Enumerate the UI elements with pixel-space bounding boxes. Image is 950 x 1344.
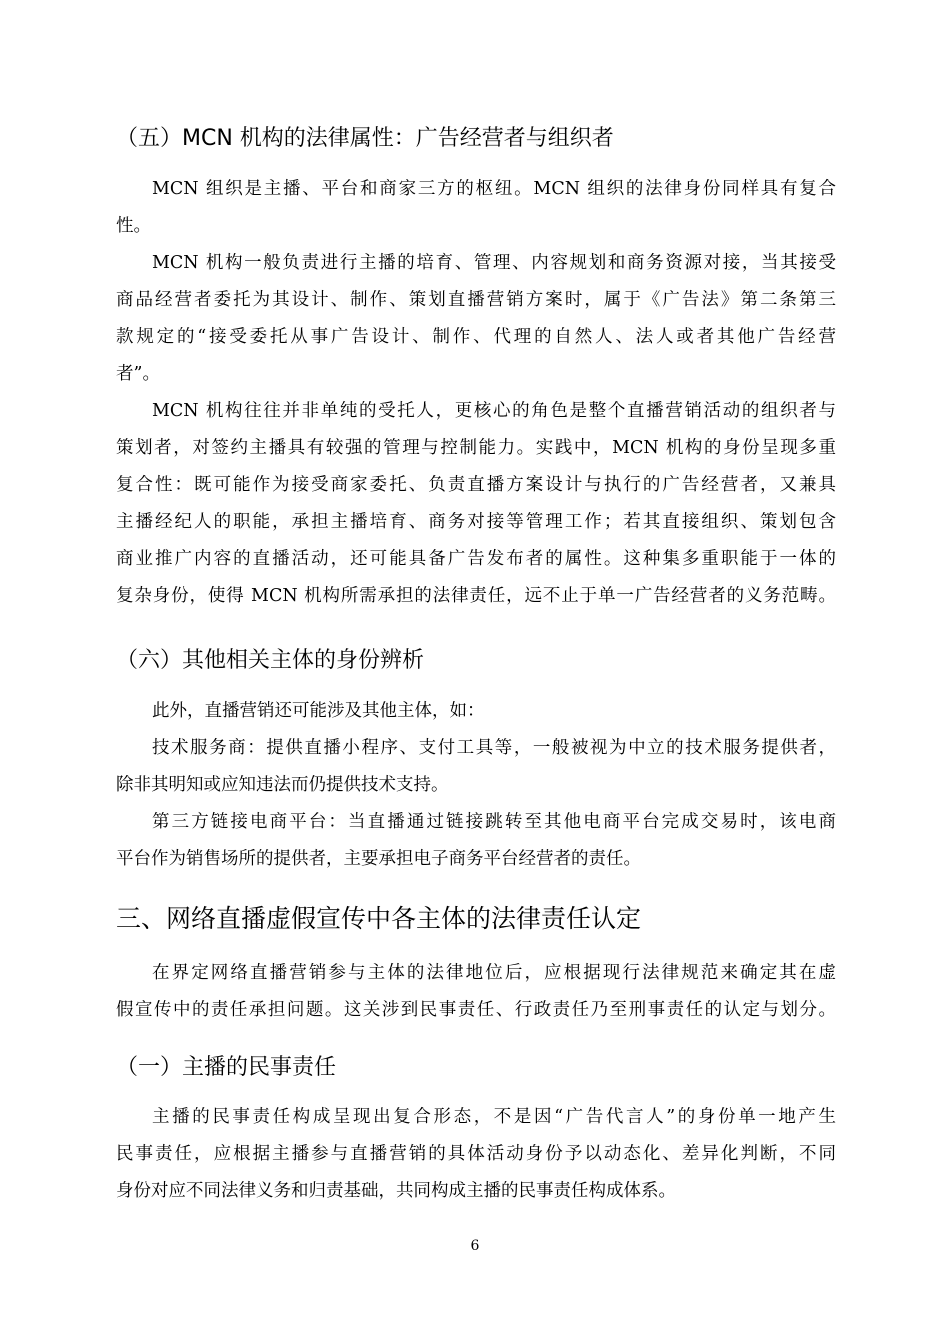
- paragraph-line: 商品经营者委托为其设计、制作、策划直播营销方案时，属于《广告法》第二条第三: [116, 290, 836, 310]
- paragraph-line: 性。: [116, 216, 151, 236]
- paragraph-mcn-role: [116, 245, 836, 393]
- paragraph-anchor-civil-liability: [116, 1099, 836, 1210]
- section-heading-6: （六）其他相关主体的身份辨析: [116, 648, 425, 673]
- paragraph-line: 第三方链接电商平台：当直播通过链接跳转至其他电商平台完成交易时，该电商: [152, 812, 836, 832]
- paragraph-line: 此外，直播营销还可能涉及其他主体，如：: [152, 701, 485, 721]
- paragraph-mcn-hub: [116, 171, 836, 245]
- paragraph-line: MCN 机构一般负责进行主播的培育、管理、内容规划和商务资源对接，当其接受: [152, 253, 836, 273]
- paragraph-line: 民事责任，应根据主播参与直播营销的具体活动身份予以动态化、差异化判断，不同: [116, 1144, 836, 1164]
- paragraph-line: 身份对应不同法律义务和归责基础，共同构成主播的民事责任构成体系。: [116, 1181, 676, 1201]
- section-heading-5: （五）MCN 机构的法律属性：广告经营者与组织者: [116, 126, 614, 151]
- chapter-heading-3: 三、网络直播虚假宣传中各主体的法律责任认定: [116, 904, 642, 933]
- paragraph-liability-intro: [116, 955, 836, 1029]
- page-number: 6: [470, 1238, 480, 1254]
- paragraph-line: 主播的民事责任构成呈现出复合形态，不是因“广告代言人”的身份单一地产生: [152, 1107, 836, 1127]
- paragraph-line: 除非其明知或应知违法而仍提供技术支持。: [116, 775, 449, 795]
- paragraph-line: MCN 机构往往并非单纯的受托人，更核心的角色是整个直播营销活动的组织者与: [152, 401, 836, 421]
- paragraph-line: 款规定的“接受委托从事广告设计、制作、代理的自然人、法人或者其他广告经营: [116, 327, 836, 347]
- paragraph-line: 者”。: [116, 364, 160, 384]
- paragraph-line: 平台作为销售场所的提供者，主要承担电子商务平台经营者的责任。: [116, 849, 641, 869]
- paragraph-tech-provider: [116, 730, 836, 804]
- paragraph-line: 策划者，对签约主播具有较强的管理与控制能力。实践中，MCN 机构的身份呈现多重: [116, 438, 836, 458]
- paragraph-ecommerce-platform: [116, 804, 836, 878]
- paragraph-line: 主播经纪人的职能，承担主播培育、商务对接等管理工作；若其直接组织、策划包含: [116, 512, 836, 532]
- paragraph-line: 商业推广内容的直播活动，还可能具备广告发布者的属性。这种集多重职能于一体的: [116, 549, 836, 569]
- paragraph-line: 在界定网络直播营销参与主体的法律地位后，应根据现行法律规范来确定其在虚: [152, 963, 836, 983]
- paragraph-line: MCN 组织是主播、平台和商家三方的枢纽。MCN 组织的法律身份同样具有复合: [152, 179, 836, 199]
- paragraph-other-subjects: [116, 693, 836, 730]
- paragraph-line: 技术服务商：提供直播小程序、支付工具等，一般被视为中立的技术服务提供者，: [152, 738, 836, 758]
- paragraph-mcn-identity: [116, 393, 836, 615]
- subsection-heading-1: （一）主播的民事责任: [116, 1055, 337, 1080]
- paragraph-line: 假宣传中的责任承担问题。这关涉到民事责任、行政责任乃至刑事责任的认定与划分。: [116, 1000, 836, 1020]
- paragraph-line: 复杂身份，使得 MCN 机构所需承担的法律责任，远不止于单一广告经营者的义务范畴。: [116, 586, 836, 606]
- paragraph-line: 复合性：既可能作为接受商家委托、负责直播方案设计与执行的广告经营者，又兼具: [116, 475, 836, 495]
